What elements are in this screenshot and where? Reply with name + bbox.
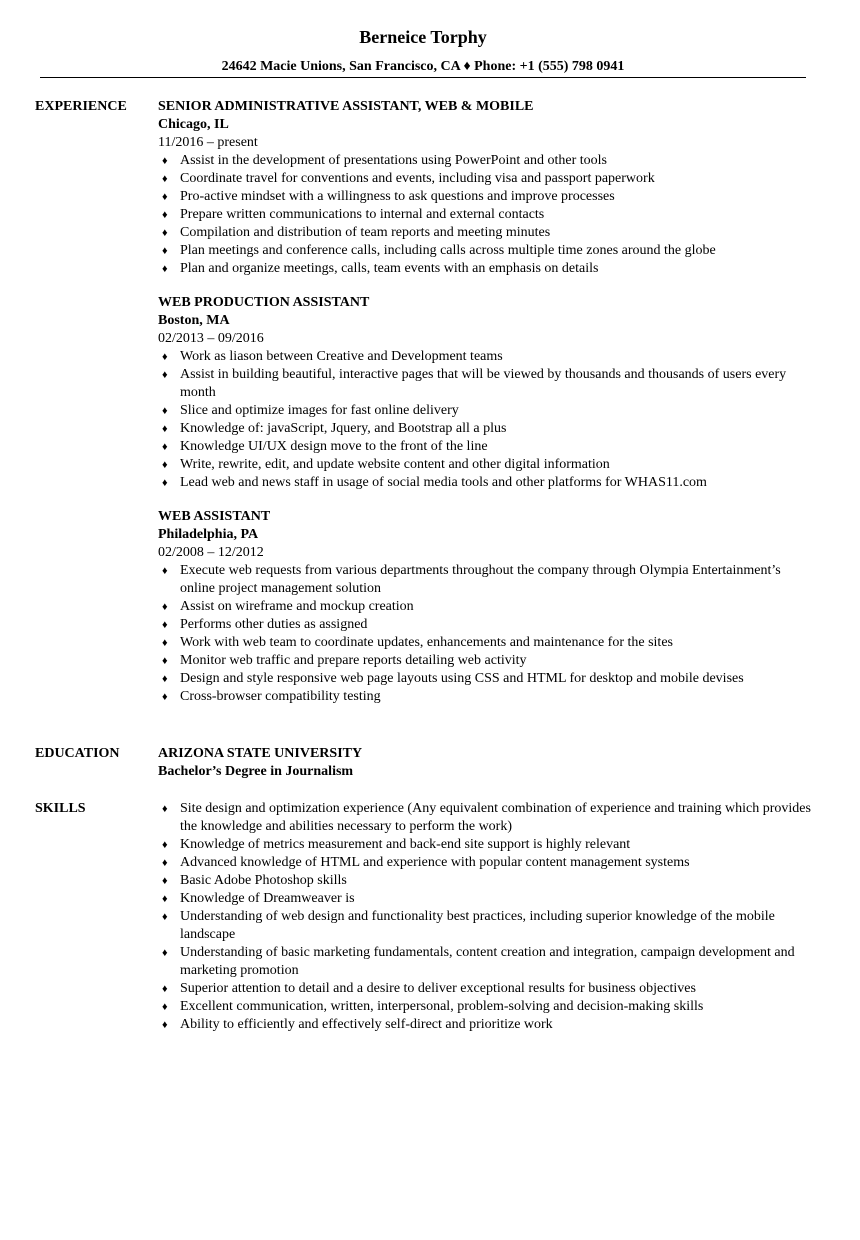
bullet-icon: ♦: [162, 369, 168, 381]
bullet-icon: ♦: [162, 893, 168, 905]
job-entry: [158, 508, 818, 706]
list-item-text: Basic Adobe Photoshop skills: [180, 873, 347, 888]
job-location: Chicago, IL: [158, 117, 229, 132]
skills-body: [158, 800, 818, 1034]
list-item: [158, 908, 818, 944]
contact-line: 24642 Macie Unions, San Francisco, CA ♦ Phone: +1 (555) 798 0941: [221, 59, 625, 74]
list-item-text: Knowledge UI/UX design move to the front of the line: [180, 439, 488, 454]
resume-name: Berneice Torphy: [359, 27, 487, 47]
bullet-icon: ♦: [162, 983, 168, 995]
bullet-icon: ♦: [162, 655, 168, 667]
list-item-text: Assist on wireframe and mockup creation: [180, 599, 414, 614]
skills-list: [158, 800, 818, 1034]
list-item: [158, 598, 818, 616]
job-entry: [158, 294, 818, 492]
list-item: [158, 152, 818, 170]
job-title: WEB PRODUCTION ASSISTANT: [158, 295, 370, 310]
list-item-text: Monitor web traffic and prepare reports detailing web activity: [180, 653, 527, 668]
bullet-icon: ♦: [162, 441, 168, 453]
list-item-text: Plan and organize meetings, calls, team events with an emphasis on details: [180, 261, 599, 276]
job-title: WEB ASSISTANT: [158, 509, 271, 524]
list-item: [158, 366, 818, 402]
list-item: [158, 890, 818, 908]
list-item: [158, 438, 818, 456]
list-item-text: Assist in the development of presentations using PowerPoint and other tools: [180, 153, 607, 168]
bullet-icon: ♦: [162, 405, 168, 417]
list-item: [158, 854, 818, 872]
skills-label: SKILLS: [35, 801, 86, 816]
bullet-icon: ♦: [162, 477, 168, 489]
bullet-icon: ♦: [162, 601, 168, 613]
bullet-icon: ♦: [162, 911, 168, 923]
bullet-icon: ♦: [162, 245, 168, 257]
bullet-icon: ♦: [162, 459, 168, 471]
bullet-icon: ♦: [162, 691, 168, 703]
bullet-icon: ♦: [162, 173, 168, 185]
job-location: Philadelphia, PA: [158, 527, 259, 542]
list-item-text: Knowledge of: javaScript, Jquery, and Bootstrap all a plus: [180, 421, 507, 436]
list-item: [158, 688, 818, 706]
list-item: [158, 1016, 818, 1034]
list-item-text: Assist in building beautiful, interactive pages that will be viewed by thousands and thousands of users every month: [180, 367, 787, 400]
list-item: [158, 872, 818, 890]
list-item-text: Ability to efficiently and effectively self-direct and prioritize work: [180, 1017, 553, 1032]
header-divider: [40, 77, 806, 78]
job-dates: 02/2013 – 09/2016: [158, 331, 264, 346]
list-item: [158, 170, 818, 188]
bullet-icon: ♦: [162, 947, 168, 959]
list-item-text: Site design and optimization experience (Any equivalent combination of experience and training which provides the knowledge and abilities necessary to perform the work): [180, 801, 811, 834]
list-item-text: Performs other duties as assigned: [180, 617, 368, 632]
list-item: [158, 206, 818, 224]
degree-name: Bachelor’s Degree in Journalism: [158, 764, 354, 779]
list-item-text: Plan meetings and conference calls, including calls across multiple time zones around the globe: [180, 243, 716, 258]
list-item: [158, 634, 818, 652]
job-entry: [158, 98, 818, 278]
list-item-text: Pro-active mindset with a willingness to ask questions and improve processes: [180, 189, 615, 204]
list-item-text: Knowledge of Dreamweaver is: [180, 891, 355, 906]
bullet-icon: ♦: [162, 1019, 168, 1031]
list-item: [158, 242, 818, 260]
list-item-text: Coordinate travel for conventions and events, including visa and passport paperwork: [180, 171, 655, 186]
school-name: ARIZONA STATE UNIVERSITY: [158, 746, 363, 761]
bullet-icon: ♦: [162, 263, 168, 275]
list-item: [158, 402, 818, 420]
list-item: [158, 800, 818, 836]
job-location: Boston, MA: [158, 313, 230, 328]
bullet-icon: ♦: [162, 839, 168, 851]
job-dates: 02/2008 – 12/2012: [158, 545, 264, 560]
list-item-text: Write, rewrite, edit, and update website content and other digital information: [180, 457, 610, 472]
education-label: EDUCATION: [35, 746, 120, 761]
job-duties-list: [158, 348, 818, 492]
list-item: [158, 562, 818, 598]
list-item: [158, 998, 818, 1016]
bullet-icon: ♦: [162, 191, 168, 203]
list-item: [158, 348, 818, 366]
list-item: [158, 188, 818, 206]
list-item-text: Work with web team to coordinate updates, enhancements and maintenance for the sites: [180, 635, 673, 650]
list-item: [158, 836, 818, 854]
list-item: [158, 260, 818, 278]
bullet-icon: ♦: [162, 227, 168, 239]
list-item-text: Excellent communication, written, interpersonal, problem-solving and decision-making skills: [180, 999, 704, 1014]
list-item-text: Slice and optimize images for fast online delivery: [180, 403, 459, 418]
bullet-icon: ♦: [162, 423, 168, 435]
bullet-icon: ♦: [162, 209, 168, 221]
bullet-icon: ♦: [162, 857, 168, 869]
list-item-text: Understanding of basic marketing fundamentals, content creation and integration, campaign development and marketing promotion: [180, 945, 795, 978]
job-title: SENIOR ADMINISTRATIVE ASSISTANT, WEB & MOBILE: [158, 99, 534, 114]
list-item: [158, 670, 818, 688]
list-item-text: Execute web requests from various departments throughout the company through Olympia Entertainment’s online project management solution: [180, 563, 781, 596]
list-item: [158, 616, 818, 634]
experience-label: EXPERIENCE: [35, 99, 127, 114]
bullet-icon: ♦: [162, 637, 168, 649]
list-item: [158, 456, 818, 474]
bullet-icon: ♦: [162, 1001, 168, 1013]
bullet-icon: ♦: [162, 619, 168, 631]
bullet-icon: ♦: [162, 155, 168, 167]
list-item: [158, 420, 818, 438]
bullet-icon: ♦: [162, 875, 168, 887]
education-entry: [158, 745, 818, 781]
list-item: [158, 474, 818, 492]
bullet-icon: ♦: [162, 803, 168, 815]
list-item: [158, 944, 818, 980]
job-dates: 11/2016 – present: [158, 135, 258, 150]
bullet-icon: ♦: [162, 565, 168, 577]
list-item-text: Understanding of web design and functionality best practices, including superior knowledge of the mobile landscape: [180, 909, 775, 942]
list-item-text: Work as liason between Creative and Development teams: [180, 349, 503, 364]
list-item: [158, 224, 818, 242]
list-item-text: Knowledge of metrics measurement and back-end site support is highly relevant: [180, 837, 631, 852]
bullet-icon: ♦: [162, 351, 168, 363]
job-duties-list: [158, 562, 818, 706]
list-item-text: Superior attention to detail and a desire to deliver exceptional results for business objectives: [180, 981, 696, 996]
bullet-icon: ♦: [162, 673, 168, 685]
job-duties-list: [158, 152, 818, 278]
list-item-text: Cross-browser compatibility testing: [180, 689, 381, 704]
list-item: [158, 652, 818, 670]
list-item-text: Prepare written communications to internal and external contacts: [180, 207, 545, 222]
list-item-text: Design and style responsive web page layouts using CSS and HTML for desktop and mobile devises: [180, 671, 744, 686]
list-item-text: Advanced knowledge of HTML and experience with popular content management systems: [180, 855, 690, 870]
experience-jobs: [158, 98, 818, 722]
list-item-text: Lead web and news staff in usage of social media tools and other platforms for WHAS11.com: [180, 475, 707, 490]
list-item: [158, 980, 818, 998]
list-item-text: Compilation and distribution of team reports and meeting minutes: [180, 225, 551, 240]
